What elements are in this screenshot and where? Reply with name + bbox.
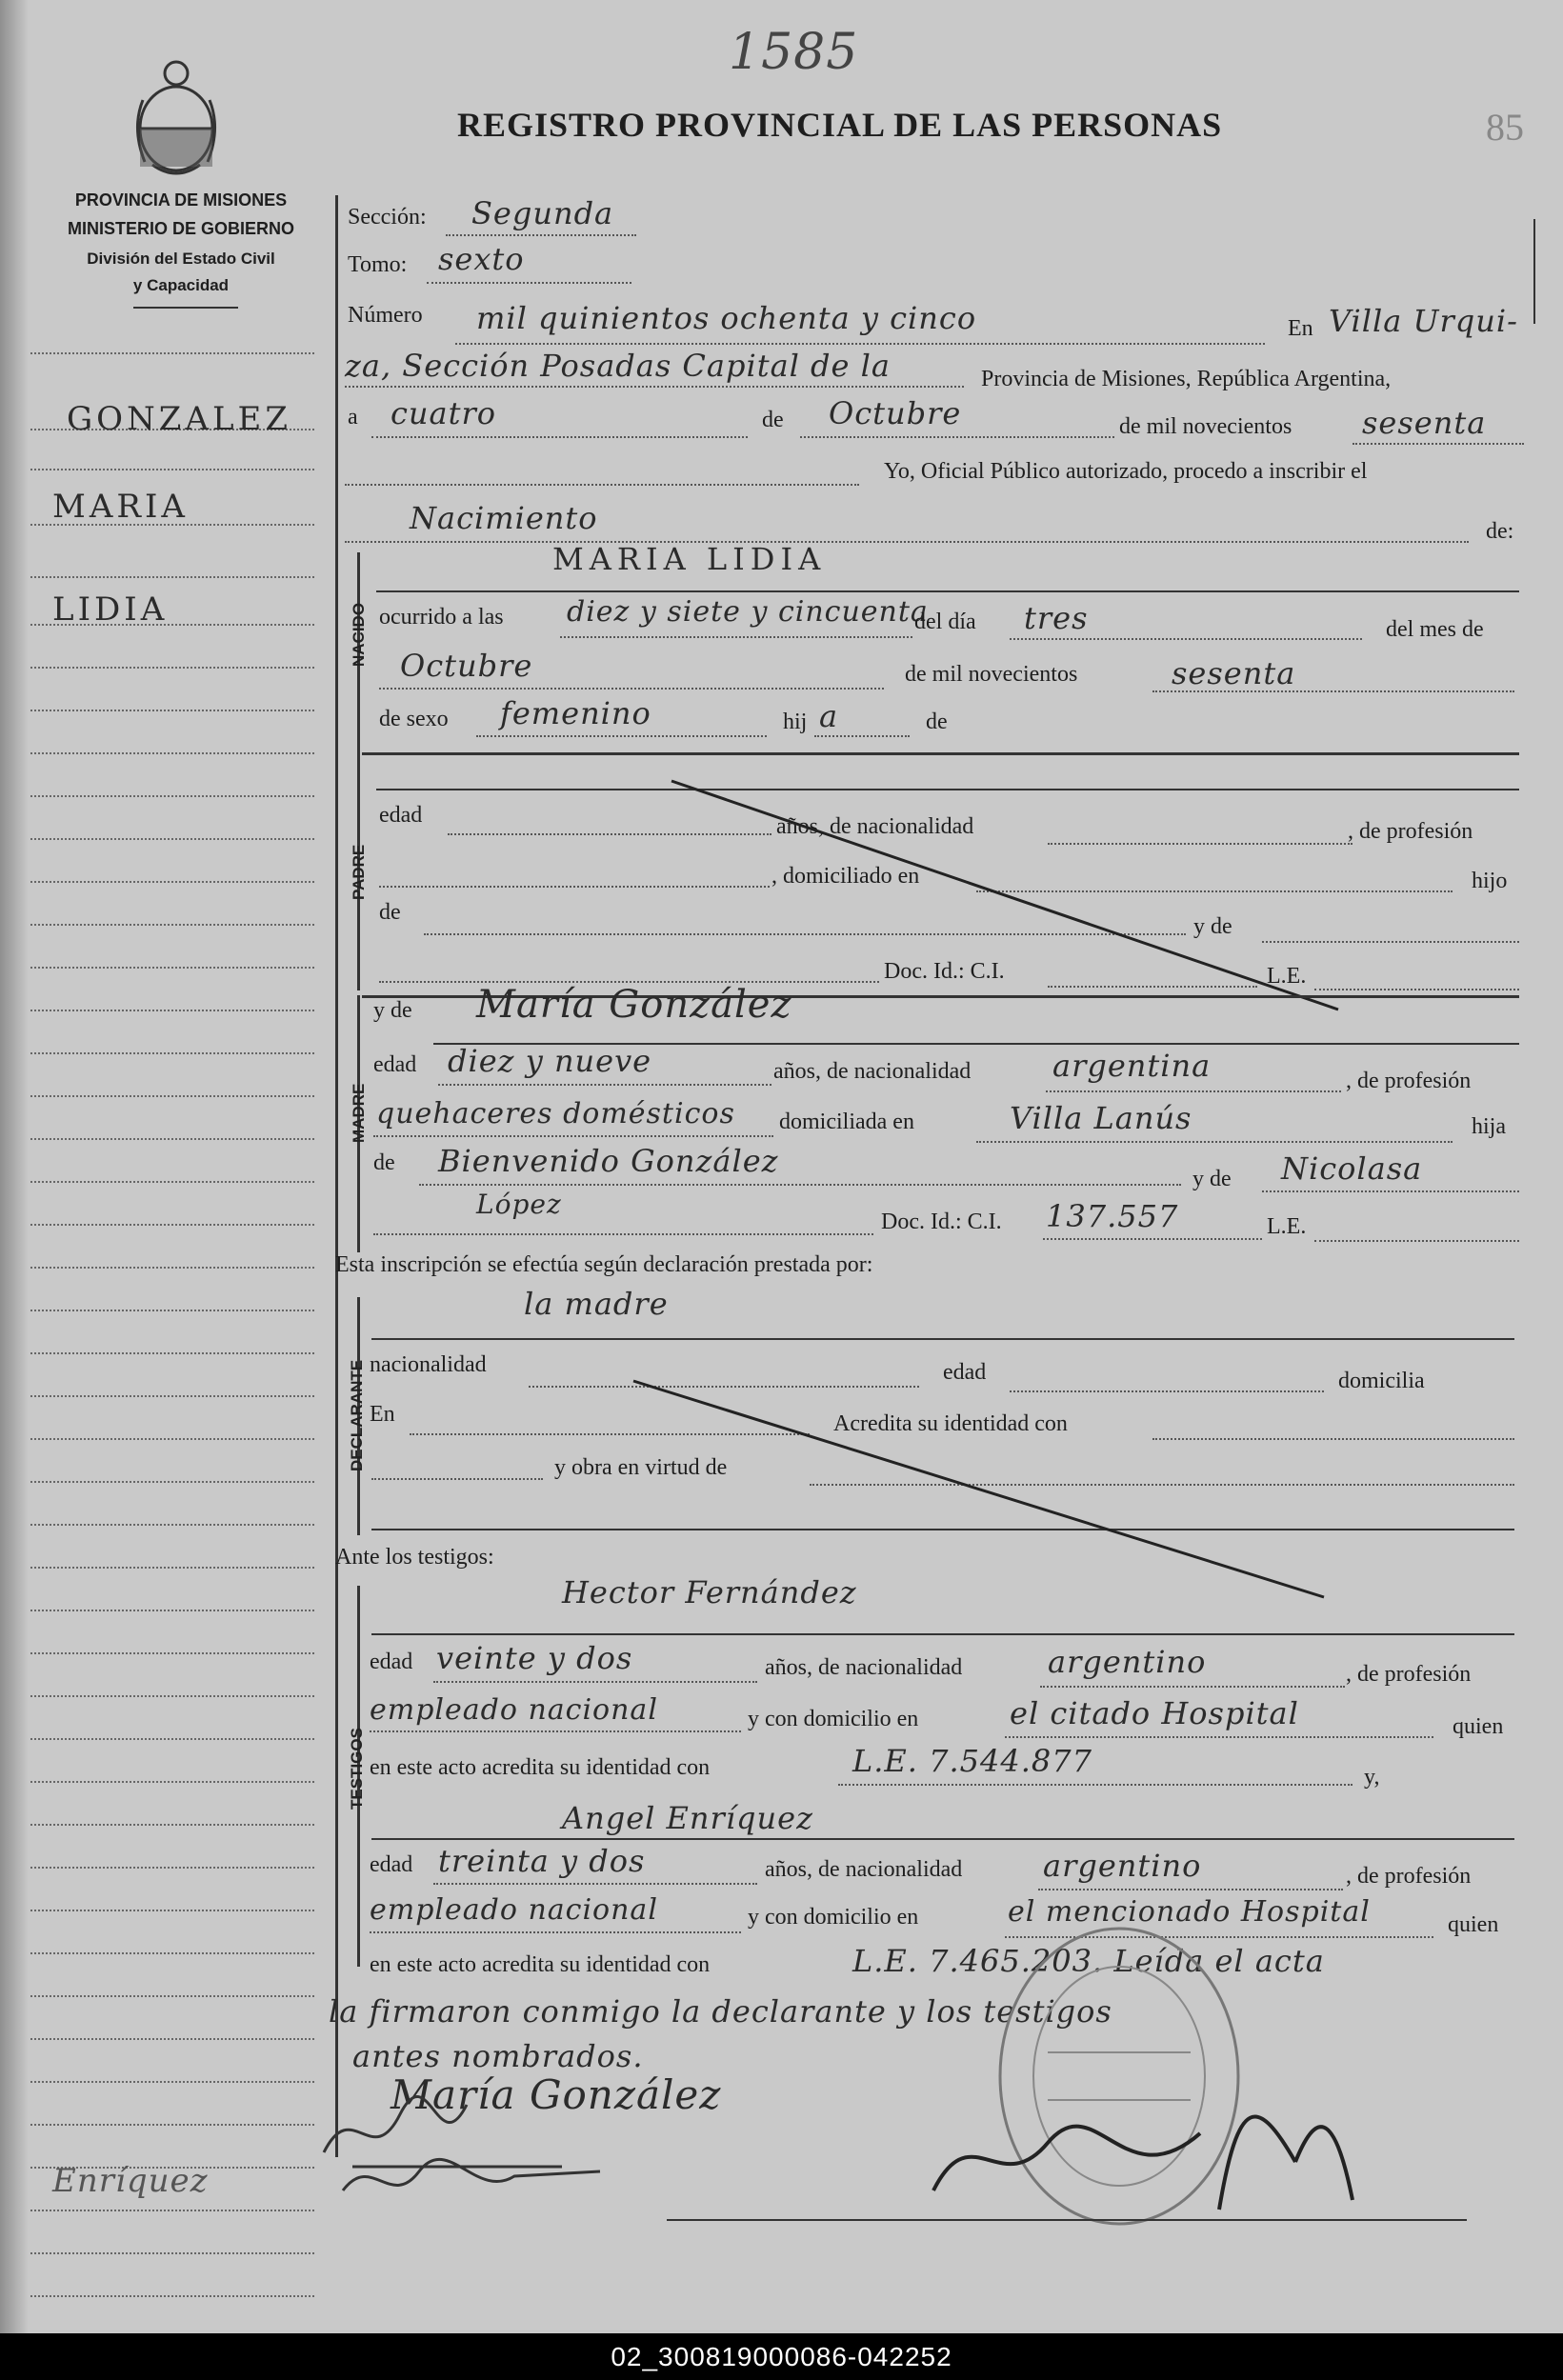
value-t2-nac: argentino: [1043, 1848, 1202, 1884]
margin-line: [30, 352, 314, 354]
declarante-cross-out-line: [629, 1376, 1333, 1605]
margin-line: [30, 1267, 314, 1269]
margin-line: [30, 1438, 314, 1440]
margin-line: [30, 1695, 314, 1697]
margin-line: [30, 1652, 314, 1654]
margin-line: [30, 2210, 314, 2211]
label-padre-nac: años, de nacionalidad: [776, 814, 974, 839]
value-t2-edad: treinta y dos: [438, 1843, 646, 1879]
label-t2-dom: y con domicilio en: [748, 1905, 919, 1930]
signature-madre: María González: [391, 2071, 722, 2118]
value-madre-ci: 137.557: [1046, 1198, 1179, 1234]
form-right-rule: [1533, 219, 1535, 324]
section-label-testigos: TESTIGOS: [348, 1728, 366, 1810]
label-inscripcion: Esta inscripción se efectúa según declaración prestada por:: [335, 1252, 873, 1277]
margin-line: [30, 1395, 314, 1397]
label-de-sexo: de sexo: [379, 707, 449, 731]
margin-line: [30, 1867, 314, 1869]
closing-line-1: la firmaron conmigo la declarante y los testigos: [329, 1993, 1112, 2030]
label-de: de: [762, 408, 784, 432]
value-nombre: MARIA LIDIA: [552, 541, 827, 577]
line-madre-extra: [373, 1233, 873, 1235]
section-label-nacido: NACIDO: [350, 602, 368, 667]
margin-line: [30, 1781, 314, 1783]
line-dia: [371, 436, 748, 438]
value-seccion: Segunda: [471, 195, 614, 231]
label-madre-dom: domiciliada en: [779, 1110, 914, 1134]
margin-line: [30, 967, 314, 969]
label-t1-quien: quien: [1453, 1714, 1504, 1739]
value-t1-prof: empleado nacional: [370, 1693, 658, 1727]
label-en: En: [1288, 316, 1313, 341]
label-madre-y-de2: y de: [1192, 1167, 1232, 1191]
margin-second-name: LIDIA: [52, 590, 169, 629]
label-a: a: [348, 405, 358, 430]
margin-line: [30, 1095, 314, 1097]
value-t2-doc: L.E. 7.465.203. Leída el acta: [852, 1943, 1325, 1979]
page-number: 85: [1486, 106, 1524, 149]
margin-line: [30, 469, 314, 470]
margin-surname: GONZALEZ: [67, 400, 291, 438]
label-t2-nac: años, de nacionalidad: [765, 1857, 963, 1882]
line-hij: [814, 735, 910, 737]
value-t1-nac: argentino: [1048, 1644, 1207, 1680]
label-padre-hijo: hijo: [1472, 869, 1508, 893]
line-tipo: [345, 541, 1469, 543]
archive-number: 1585: [729, 24, 859, 81]
line-seccion: [446, 234, 636, 236]
label-madre-le: L.E.: [1267, 1214, 1307, 1239]
line-decl-doc: [371, 1478, 543, 1480]
label-madre-nac: años, de nacionalidad: [773, 1059, 972, 1084]
section-label-madre: MADRE: [350, 1083, 368, 1143]
value-madre-madre2: López: [476, 1189, 562, 1220]
line-nombre: [376, 590, 1519, 592]
line-blank: [345, 484, 859, 486]
label-t2-quien: quien: [1448, 1912, 1499, 1937]
value-madre-prof: quehaceres domésticos: [376, 1097, 735, 1130]
ministry-division: División del Estado Civil: [87, 250, 275, 268]
margin-line: [30, 1995, 314, 1997]
label-del-mes: del mes de: [1386, 617, 1484, 642]
line-hora: [560, 636, 912, 638]
value-t2-nombre: Angel Enríquez: [562, 1800, 813, 1836]
value-t1-nombre: Hector Fernández: [562, 1574, 857, 1610]
label-t1-acredita: en este acto acredita su identidad con: [370, 1755, 711, 1780]
label-decl-nac: nacionalidad: [370, 1352, 487, 1377]
value-t2-prof: empleado nacional: [370, 1893, 658, 1927]
margin-line: [30, 1567, 314, 1569]
label-padre-prof: , de profesión: [1348, 819, 1473, 844]
margin-line: [30, 1010, 314, 1011]
line-t1-nac: [1040, 1686, 1345, 1688]
value-madre-dom: Villa Lanús: [1010, 1100, 1192, 1136]
margin-line: [30, 1824, 314, 1826]
margin-line: [30, 576, 314, 578]
label-ocurrido: ocurrido a las: [379, 605, 504, 630]
signature-oficial: [914, 2076, 1448, 2219]
margin-line: [30, 752, 314, 754]
padre-top-rule: [362, 752, 1519, 755]
value-t1-doc: L.E. 7.544.877: [852, 1743, 1092, 1779]
value-t1-edad: veinte y dos: [436, 1640, 633, 1676]
closing-line-2: antes nombrados.: [352, 2038, 644, 2074]
label-t1-prof: , de profesión: [1346, 1662, 1472, 1687]
line-madre-dom: [976, 1141, 1453, 1143]
label-madre-doc: Doc. Id.: C.I.: [881, 1210, 1002, 1234]
label-madre-y-de: y de: [373, 998, 412, 1023]
label-yo-oficial: Yo, Oficial Público autorizado, procedo a inscribir el: [884, 459, 1368, 484]
margin-line: [30, 1610, 314, 1611]
value-madre-nac: argentina: [1052, 1048, 1212, 1084]
line-numero: [455, 343, 1265, 345]
line-madre-ci: [1043, 1238, 1262, 1240]
line-t1-dom: [1005, 1736, 1433, 1738]
margin-line: [30, 1910, 314, 1911]
label-padre-edad: edad: [379, 803, 423, 828]
line-t2-prof: [370, 1931, 741, 1933]
label-madre-hija: hija: [1472, 1114, 1506, 1139]
value-dia: cuatro: [391, 395, 497, 431]
label-tomo: Tomo:: [348, 252, 408, 277]
value-tomo: sexto: [438, 241, 525, 277]
label-madre-prof: , de profesión: [1346, 1069, 1472, 1093]
label-padre-le: L.E.: [1267, 964, 1307, 989]
line-t1-prof: [370, 1730, 741, 1732]
margin-line: [30, 1181, 314, 1183]
label-de-mil-nov: de mil novecientos: [905, 662, 1078, 687]
margin-line: [30, 1738, 314, 1740]
line-t1-nombre: [371, 1633, 1514, 1635]
label-padre-de: de: [379, 900, 401, 925]
label-del-dia: del día: [914, 610, 976, 634]
margin-line: [30, 2124, 314, 2126]
margin-line: [30, 881, 314, 883]
value-madre-edad: diez y nueve: [448, 1043, 652, 1079]
margin-line: [30, 1952, 314, 1954]
value-numero: mil quinientos ochenta y cinco: [476, 300, 977, 336]
line-madre-madre: [1262, 1190, 1519, 1192]
value-anio: sesenta: [1362, 405, 1487, 441]
line-declarante: [371, 1338, 1514, 1340]
ministry-capacidad: y Capacidad: [132, 276, 230, 294]
line-mes-nac: [379, 688, 884, 690]
margin-line: [30, 2252, 314, 2254]
value-t2-dom: el mencionado Hospital: [1008, 1895, 1371, 1929]
margin-line: [30, 924, 314, 926]
label-madre-de: de: [373, 1150, 395, 1175]
line-t1-edad: [433, 1681, 757, 1683]
margin-first-name: MARIA: [52, 488, 189, 526]
margin-line: [30, 1052, 314, 1054]
value-anio-nac: sesenta: [1172, 655, 1296, 691]
value-hij-suffix: a: [819, 698, 839, 734]
margin-line: [30, 2038, 314, 2040]
value-lugar2: za, Sección Posadas Capital de la: [345, 348, 891, 384]
margin-line: [30, 2081, 314, 2083]
label-hij: hij: [783, 710, 808, 734]
margin-line: [30, 1481, 314, 1483]
ministry-provincia: PROVINCIA DE MISIONES: [74, 190, 288, 210]
margin-line: [30, 1138, 314, 1140]
line-lugar2: [345, 386, 964, 388]
label-madre-edad: edad: [373, 1052, 417, 1077]
label-t2-edad: edad: [370, 1852, 413, 1877]
page-title: REGISTRO PROVINCIAL DE LAS PERSONAS: [457, 106, 1223, 144]
label-provincia: Provincia de Misiones, República Argentina,: [981, 367, 1392, 391]
value-madre-madre1: Nicolasa: [1281, 1150, 1423, 1187]
label-padre-dom: , domiciliado en: [771, 864, 920, 889]
signature-margin: Enríquez: [52, 2162, 209, 2200]
line-tomo: [427, 282, 631, 284]
line-dia-nac: [1010, 638, 1362, 640]
line-madre-nac: [1046, 1090, 1341, 1092]
line-t2-edad: [433, 1883, 757, 1885]
value-mes-nac: Octubre: [400, 648, 533, 684]
label-t1-y: y,: [1364, 1765, 1380, 1790]
section-label-padre: PADRE: [350, 844, 368, 900]
label-decl-en: En: [370, 1402, 395, 1427]
value-mes: Octubre: [829, 395, 962, 431]
section-label-declarante: DECLARANTE: [348, 1359, 366, 1471]
label-t1-nac: años, de nacionalidad: [765, 1655, 963, 1680]
coat-of-arms-icon: [124, 52, 229, 186]
label-padre-doc: Doc. Id.: C.I.: [884, 959, 1005, 984]
line-anio: [1353, 443, 1524, 445]
value-hora: diez y siete y cincuenta: [567, 595, 929, 629]
margin-line: [30, 838, 314, 840]
value-tipo: Nacimiento: [410, 500, 598, 536]
line-t2-nombre: [371, 1838, 1514, 1840]
margin-line: [30, 2295, 314, 2297]
line-madre-le: [1314, 1240, 1519, 1242]
label-seccion: Sección:: [348, 205, 427, 230]
margin-line: [30, 1524, 314, 1526]
signature-rule: [667, 2219, 1467, 2221]
label-de-padres: de: [926, 710, 948, 734]
margin-line: [30, 1224, 314, 1226]
line-t2-nac: [1038, 1889, 1343, 1890]
value-madre: María González: [476, 983, 792, 1027]
value-madre-padre: Bienvenido González: [438, 1143, 779, 1179]
line-madre-edad: [438, 1084, 771, 1086]
label-decl-edad: edad: [943, 1360, 987, 1385]
label-t2-prof: , de profesión: [1346, 1864, 1472, 1889]
label-mil-novecientos: de mil novecientos: [1119, 414, 1292, 439]
label-decl-acredita: Acredita su identidad con: [833, 1411, 1068, 1436]
signature-scribble-witness: [333, 2143, 619, 2219]
margin-line: [30, 795, 314, 797]
label-t1-dom: y con domicilio en: [748, 1707, 919, 1731]
margin-line: [30, 710, 314, 711]
line-madre-prof: [373, 1135, 773, 1137]
line-sexo: [476, 735, 767, 737]
label-padre-y-de: y de: [1193, 914, 1232, 939]
margin-line: [30, 667, 314, 669]
ministry-ministerio: MINISTERIO DE GOBIERNO: [67, 219, 295, 238]
value-t1-dom: el citado Hospital: [1010, 1695, 1299, 1731]
label-numero: Número: [348, 303, 423, 328]
label-decl-domicilia: domicilia: [1338, 1369, 1425, 1393]
form-left-rule: [335, 195, 338, 2157]
value-dia-nac: tres: [1024, 600, 1089, 636]
label-t1-edad: edad: [370, 1650, 413, 1674]
line-madre-padre: [419, 1184, 1181, 1186]
value-declarante: la madre: [524, 1286, 669, 1322]
ministry-divider: [133, 307, 238, 309]
label-t2-acredita: en este acto acredita su identidad con: [370, 1952, 711, 1977]
padre-cross-out-line: [667, 776, 1353, 1014]
line-mes: [800, 436, 1114, 438]
margin-line: [30, 1310, 314, 1311]
label-decl-obra: y obra en virtud de: [554, 1455, 728, 1480]
label-testigos: Ante los testigos:: [335, 1545, 494, 1570]
value-sexo: femenino: [500, 695, 651, 731]
line-t1-doc: [838, 1784, 1353, 1786]
value-lugar1: Villa Urqui-: [1329, 303, 1518, 339]
footer-id: 02_300819000086-042252: [0, 2333, 1563, 2380]
label-de-colon: de:: [1486, 519, 1514, 544]
margin-line: [30, 1352, 314, 1354]
